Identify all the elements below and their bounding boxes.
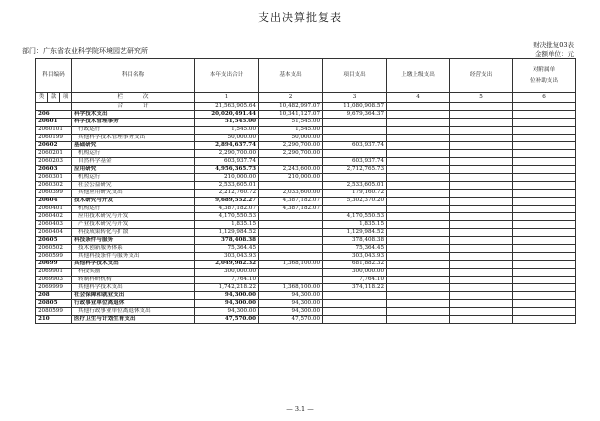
- row-upper: [387, 166, 450, 174]
- row-business: [450, 158, 513, 166]
- table-row: [36, 229, 576, 237]
- row-subordinate: [513, 134, 576, 142]
- row-business: [450, 197, 513, 205]
- row-business: [450, 142, 513, 150]
- row-basic: 94,300.00: [259, 308, 323, 316]
- row-code: 2080599: [36, 308, 72, 316]
- row-basic: 2,243,600.00: [259, 166, 323, 174]
- row-project: 603,937.74: [323, 158, 387, 166]
- table-row: [36, 292, 576, 300]
- row-project: [323, 150, 387, 158]
- row-subordinate: [513, 252, 576, 260]
- row-subordinate: [513, 118, 576, 126]
- totals-project: 11,080,908.57: [323, 103, 387, 111]
- row-project: 300,000.00: [323, 268, 387, 276]
- row-name: 其他科学技术支出: [72, 284, 195, 292]
- row-code: 210: [36, 316, 72, 324]
- row-project: [323, 205, 387, 213]
- row-total: 94,300.00: [195, 300, 259, 308]
- row-subordinate: [513, 205, 576, 213]
- row-upper: [387, 197, 450, 205]
- row-total: 50,000.00: [195, 134, 259, 142]
- row-name: 其他科学技术支出: [72, 260, 195, 268]
- table-row: [36, 308, 576, 316]
- row-total: 603,937.74: [195, 158, 259, 166]
- row-subordinate: [513, 166, 576, 174]
- table-row: [36, 110, 576, 118]
- row-basic: 47,570.00: [259, 316, 323, 324]
- header-subject-name: 科目名称: [72, 59, 195, 93]
- row-upper: [387, 292, 450, 300]
- row-upper: [387, 118, 450, 126]
- row-code: 208: [36, 292, 72, 300]
- row-project: [323, 126, 387, 134]
- header-row: [36, 59, 576, 93]
- row-upper: [387, 237, 450, 245]
- row-name: 技术创新服务体系: [72, 245, 195, 253]
- row-project: [323, 308, 387, 316]
- row-total: 7,764.10: [195, 276, 259, 284]
- row-subordinate: [513, 213, 576, 221]
- col-number-4: 4: [387, 93, 450, 103]
- row-code: 2069901: [36, 268, 72, 276]
- table-row: [36, 284, 576, 292]
- row-total: 94,300.00: [195, 308, 259, 316]
- row-project: 378,408.38: [323, 237, 387, 245]
- row-name: 应用研究: [72, 166, 195, 174]
- row-subordinate: [513, 126, 576, 134]
- row-code: 2060101: [36, 126, 72, 134]
- row-code: 2060502: [36, 245, 72, 253]
- page-title: 支出决算批复表: [258, 11, 342, 24]
- row-business: [450, 276, 513, 284]
- row-business: [450, 181, 513, 189]
- row-subordinate: [513, 110, 576, 118]
- row-project: [323, 300, 387, 308]
- row-subordinate: [513, 292, 576, 300]
- row-project: 4,170,550.53: [323, 213, 387, 221]
- row-project: 2,712,765.73: [323, 166, 387, 174]
- row-code: 2069999: [36, 284, 72, 292]
- row-project: 2,533,605.01: [323, 181, 387, 189]
- header-subordinate: [513, 59, 576, 93]
- row-total: 9,689,552.27: [195, 197, 259, 205]
- row-subordinate: [513, 260, 576, 268]
- table-row: [36, 118, 576, 126]
- page-number: — 3.1 —: [286, 405, 314, 413]
- row-basic: [259, 221, 323, 229]
- header-subordinate-line2: 位补助支出: [530, 77, 558, 84]
- row-code: 20805: [36, 300, 72, 308]
- row-business: [450, 268, 513, 276]
- row-project: 303,043.93: [323, 252, 387, 260]
- row-upper: [387, 316, 450, 324]
- row-name: 基础研究: [72, 142, 195, 150]
- row-basic: [259, 181, 323, 189]
- row-business: [450, 134, 513, 142]
- row-code: 2060599: [36, 252, 72, 260]
- row-code: 2060402: [36, 213, 72, 221]
- row-total: 1,129,984.52: [195, 229, 259, 237]
- row-basic: 2,290,700.00: [259, 150, 323, 158]
- row-name: 科学技术管理事务: [72, 118, 195, 126]
- row-project: 374,118.22: [323, 284, 387, 292]
- row-basic: [259, 252, 323, 260]
- row-project: 1,129,984.52: [323, 229, 387, 237]
- row-basic: 94,300.00: [259, 300, 323, 308]
- row-project: 603,937.74: [323, 142, 387, 150]
- row-total: 51,545.00: [195, 118, 259, 126]
- row-total: 4,170,550.53: [195, 213, 259, 221]
- header-lan: 栏: [117, 93, 124, 100]
- header-business: 经营支出: [450, 59, 513, 93]
- row-project: 681,882.32: [323, 260, 387, 268]
- row-subordinate: [513, 308, 576, 316]
- row-business: [450, 118, 513, 126]
- header-xiang: 项: [60, 93, 72, 103]
- row-upper: [387, 308, 450, 316]
- table-row: [36, 181, 576, 189]
- row-upper: [387, 189, 450, 197]
- table-row: [36, 276, 576, 284]
- row-business: [450, 237, 513, 245]
- row-name: 产业技术研究与开发: [72, 221, 195, 229]
- row-code: 206: [36, 110, 72, 118]
- department-label: 部门：广东省农业科学院环境园艺研究所: [22, 47, 148, 55]
- row-upper: [387, 158, 450, 166]
- col-number-5: 5: [450, 93, 513, 103]
- row-basic: 94,300.00: [259, 292, 323, 300]
- row-name: 科技成果转化与扩散: [72, 229, 195, 237]
- table-row: [36, 245, 576, 253]
- row-subordinate: [513, 174, 576, 182]
- row-code: 20605: [36, 237, 72, 245]
- table-row: [36, 166, 576, 174]
- row-upper: [387, 268, 450, 276]
- row-basic: 10,341,127.07: [259, 110, 323, 118]
- row-total: 2,049,982.32: [195, 260, 259, 268]
- row-upper: [387, 213, 450, 221]
- row-total: 1,545.00: [195, 126, 259, 134]
- row-project: [323, 292, 387, 300]
- row-upper: [387, 174, 450, 182]
- row-upper: [387, 221, 450, 229]
- table-row: [36, 260, 576, 268]
- row-total: 4,956,365.73: [195, 166, 259, 174]
- row-code: 2069903: [36, 276, 72, 284]
- row-code: 2060403: [36, 221, 72, 229]
- header-subject-code: 科目编码: [36, 59, 72, 93]
- table-row: [36, 213, 576, 221]
- row-basic: 4,387,182.07: [259, 197, 323, 205]
- row-basic: 1,368,100.00: [259, 284, 323, 292]
- row-business: [450, 221, 513, 229]
- row-project: [323, 174, 387, 182]
- row-basic: 2,290,700.00: [259, 142, 323, 150]
- table-row: [36, 252, 576, 260]
- row-code: 20603: [36, 166, 72, 174]
- table-row: [36, 268, 576, 276]
- row-total: 303,043.93: [195, 252, 259, 260]
- row-code: 20604: [36, 197, 72, 205]
- row-project: 1,835.15: [323, 221, 387, 229]
- row-basic: [259, 229, 323, 237]
- row-business: [450, 292, 513, 300]
- row-subordinate: [513, 237, 576, 245]
- table-row: [36, 189, 576, 197]
- row-subordinate: [513, 221, 576, 229]
- row-name: 机构运行: [72, 150, 195, 158]
- row-business: [450, 150, 513, 158]
- totals-ji: 计: [142, 102, 149, 109]
- row-total: 2,212,760.72: [195, 189, 259, 197]
- row-basic: 50,000.00: [259, 134, 323, 142]
- header-lanci: [72, 93, 195, 103]
- row-name: 其他科技条件与服务支出: [72, 252, 195, 260]
- row-name: 其他应用研究支出: [72, 189, 195, 197]
- header-upper-subsidy: 上缴上级支出: [387, 59, 450, 93]
- row-project: 9,679,364.37: [323, 110, 387, 118]
- row-name: 科技奖励: [72, 268, 195, 276]
- row-subordinate: [513, 142, 576, 150]
- row-basic: [259, 237, 323, 245]
- totals-label: [72, 103, 195, 111]
- row-subordinate: [513, 189, 576, 197]
- row-business: [450, 110, 513, 118]
- row-project: [323, 134, 387, 142]
- row-name: 行政运行: [72, 126, 195, 134]
- row-basic: [259, 276, 323, 284]
- row-subordinate: [513, 181, 576, 189]
- row-business: [450, 308, 513, 316]
- header-basic: 基本支出: [259, 59, 323, 93]
- row-name: 应用技术研究与开发: [72, 213, 195, 221]
- header-lei: 类: [36, 93, 48, 103]
- row-basic: 210,000.00: [259, 174, 323, 182]
- expenditure-table: [35, 58, 576, 324]
- row-basic: [259, 158, 323, 166]
- table-row: [36, 300, 576, 308]
- row-basic: 51,545.00: [259, 118, 323, 126]
- row-subordinate: [513, 276, 576, 284]
- row-name: 其他科学技术管理事务支出: [72, 134, 195, 142]
- row-business: [450, 252, 513, 260]
- totals-total: 21,563,905.64: [195, 103, 259, 111]
- row-subordinate: [513, 268, 576, 276]
- table-row: [36, 134, 576, 142]
- row-basic: [259, 268, 323, 276]
- row-total: 378,408.38: [195, 237, 259, 245]
- table-row: [36, 221, 576, 229]
- row-project: 7,764.10: [323, 276, 387, 284]
- form-info: [533, 41, 574, 59]
- row-basic: 1,545.00: [259, 126, 323, 134]
- row-upper: [387, 181, 450, 189]
- row-total: 47,570.00: [195, 316, 259, 324]
- row-subordinate: [513, 158, 576, 166]
- row-name: 技术研究与开发: [72, 197, 195, 205]
- row-upper: [387, 110, 450, 118]
- table-row: [36, 316, 576, 324]
- row-name: 转制科研机构: [72, 276, 195, 284]
- row-name: 自然科学基金: [72, 158, 195, 166]
- row-name: 行政事业单位离退休: [72, 300, 195, 308]
- row-upper: [387, 150, 450, 158]
- col-number-3: 3: [323, 93, 387, 103]
- form-number: 财决批复03表: [533, 41, 574, 49]
- row-business: [450, 205, 513, 213]
- row-code: 2060201: [36, 150, 72, 158]
- header-ci: 次: [142, 93, 149, 100]
- row-upper: [387, 276, 450, 284]
- row-code: 20602: [36, 142, 72, 150]
- row-business: [450, 229, 513, 237]
- row-code: 20601: [36, 118, 72, 126]
- table-row: [36, 237, 576, 245]
- header-subordinate-line1: 对附属单: [532, 66, 556, 73]
- table-row: [36, 142, 576, 150]
- totals-row: [36, 103, 576, 111]
- row-total: 1,742,218.22: [195, 284, 259, 292]
- row-subordinate: [513, 150, 576, 158]
- row-subordinate: [513, 245, 576, 253]
- row-code: 20699: [36, 260, 72, 268]
- row-subordinate: [513, 316, 576, 324]
- row-code: 2060199: [36, 134, 72, 142]
- row-business: [450, 260, 513, 268]
- row-name: 科学技术支出: [72, 110, 195, 118]
- row-name: 科技条件与服务: [72, 237, 195, 245]
- row-basic: [259, 245, 323, 253]
- row-code: 2060401: [36, 205, 72, 213]
- row-total: 2,533,605.01: [195, 181, 259, 189]
- column-number-row: [36, 93, 576, 103]
- row-name: 其他行政事业单位离退休支出: [72, 308, 195, 316]
- col-number-1: 1: [195, 93, 259, 103]
- row-upper: [387, 134, 450, 142]
- table-row: [36, 205, 576, 213]
- row-name: 社会公益研究: [72, 181, 195, 189]
- row-name: 机构运行: [72, 205, 195, 213]
- row-project: [323, 316, 387, 324]
- table-row: [36, 150, 576, 158]
- row-code: 2060203: [36, 158, 72, 166]
- header-kuan: 款: [48, 93, 60, 103]
- row-total: 20,020,491.44: [195, 110, 259, 118]
- row-business: [450, 300, 513, 308]
- header-project: 项目支出: [323, 59, 387, 93]
- row-subordinate: [513, 229, 576, 237]
- col-number-6: 6: [513, 93, 576, 103]
- row-business: [450, 284, 513, 292]
- table-row: [36, 126, 576, 134]
- row-total: 2,894,637.74: [195, 142, 259, 150]
- row-business: [450, 316, 513, 324]
- row-total: 1,835.15: [195, 221, 259, 229]
- row-upper: [387, 142, 450, 150]
- row-total: 75,364.45: [195, 245, 259, 253]
- row-subordinate: [513, 197, 576, 205]
- row-code: 2060404: [36, 229, 72, 237]
- row-upper: [387, 205, 450, 213]
- col-number-2: 2: [259, 93, 323, 103]
- row-project: 179,160.72: [323, 189, 387, 197]
- row-upper: [387, 245, 450, 253]
- table-row: [36, 197, 576, 205]
- amount-unit: 金额单位：元: [535, 50, 574, 58]
- row-business: [450, 166, 513, 174]
- row-total: 2,290,700.00: [195, 150, 259, 158]
- totals-he: 合: [117, 102, 124, 109]
- row-business: [450, 213, 513, 221]
- row-basic: 4,387,182.07: [259, 205, 323, 213]
- row-project: 5,302,370.20: [323, 197, 387, 205]
- row-total: 94,300.00: [195, 292, 259, 300]
- row-upper: [387, 300, 450, 308]
- totals-basic: 10,482,997.07: [259, 103, 323, 111]
- row-code: 2060302: [36, 181, 72, 189]
- row-business: [450, 126, 513, 134]
- row-total: 4,387,182.07: [195, 205, 259, 213]
- table-row: [36, 174, 576, 182]
- row-project: 75,364.45: [323, 245, 387, 253]
- row-subordinate: [513, 284, 576, 292]
- table-row: [36, 158, 576, 166]
- row-basic: [259, 213, 323, 221]
- row-name: 医疗卫生与计划生育支出: [72, 316, 195, 324]
- row-upper: [387, 126, 450, 134]
- row-business: [450, 174, 513, 182]
- row-upper: [387, 252, 450, 260]
- header-total: 本年支出合计: [195, 59, 259, 93]
- row-total: 300,000.00: [195, 268, 259, 276]
- row-basic: 2,033,600.00: [259, 189, 323, 197]
- row-project: [323, 118, 387, 126]
- row-code: 2060399: [36, 189, 72, 197]
- row-subordinate: [513, 300, 576, 308]
- row-business: [450, 245, 513, 253]
- row-upper: [387, 284, 450, 292]
- row-code: 2060301: [36, 174, 72, 182]
- row-basic: 1,368,100.00: [259, 260, 323, 268]
- row-total: 210,000.00: [195, 174, 259, 182]
- row-upper: [387, 260, 450, 268]
- row-business: [450, 189, 513, 197]
- row-name: 机构运行: [72, 174, 195, 182]
- row-upper: [387, 229, 450, 237]
- row-name: 社会保障和就业支出: [72, 292, 195, 300]
